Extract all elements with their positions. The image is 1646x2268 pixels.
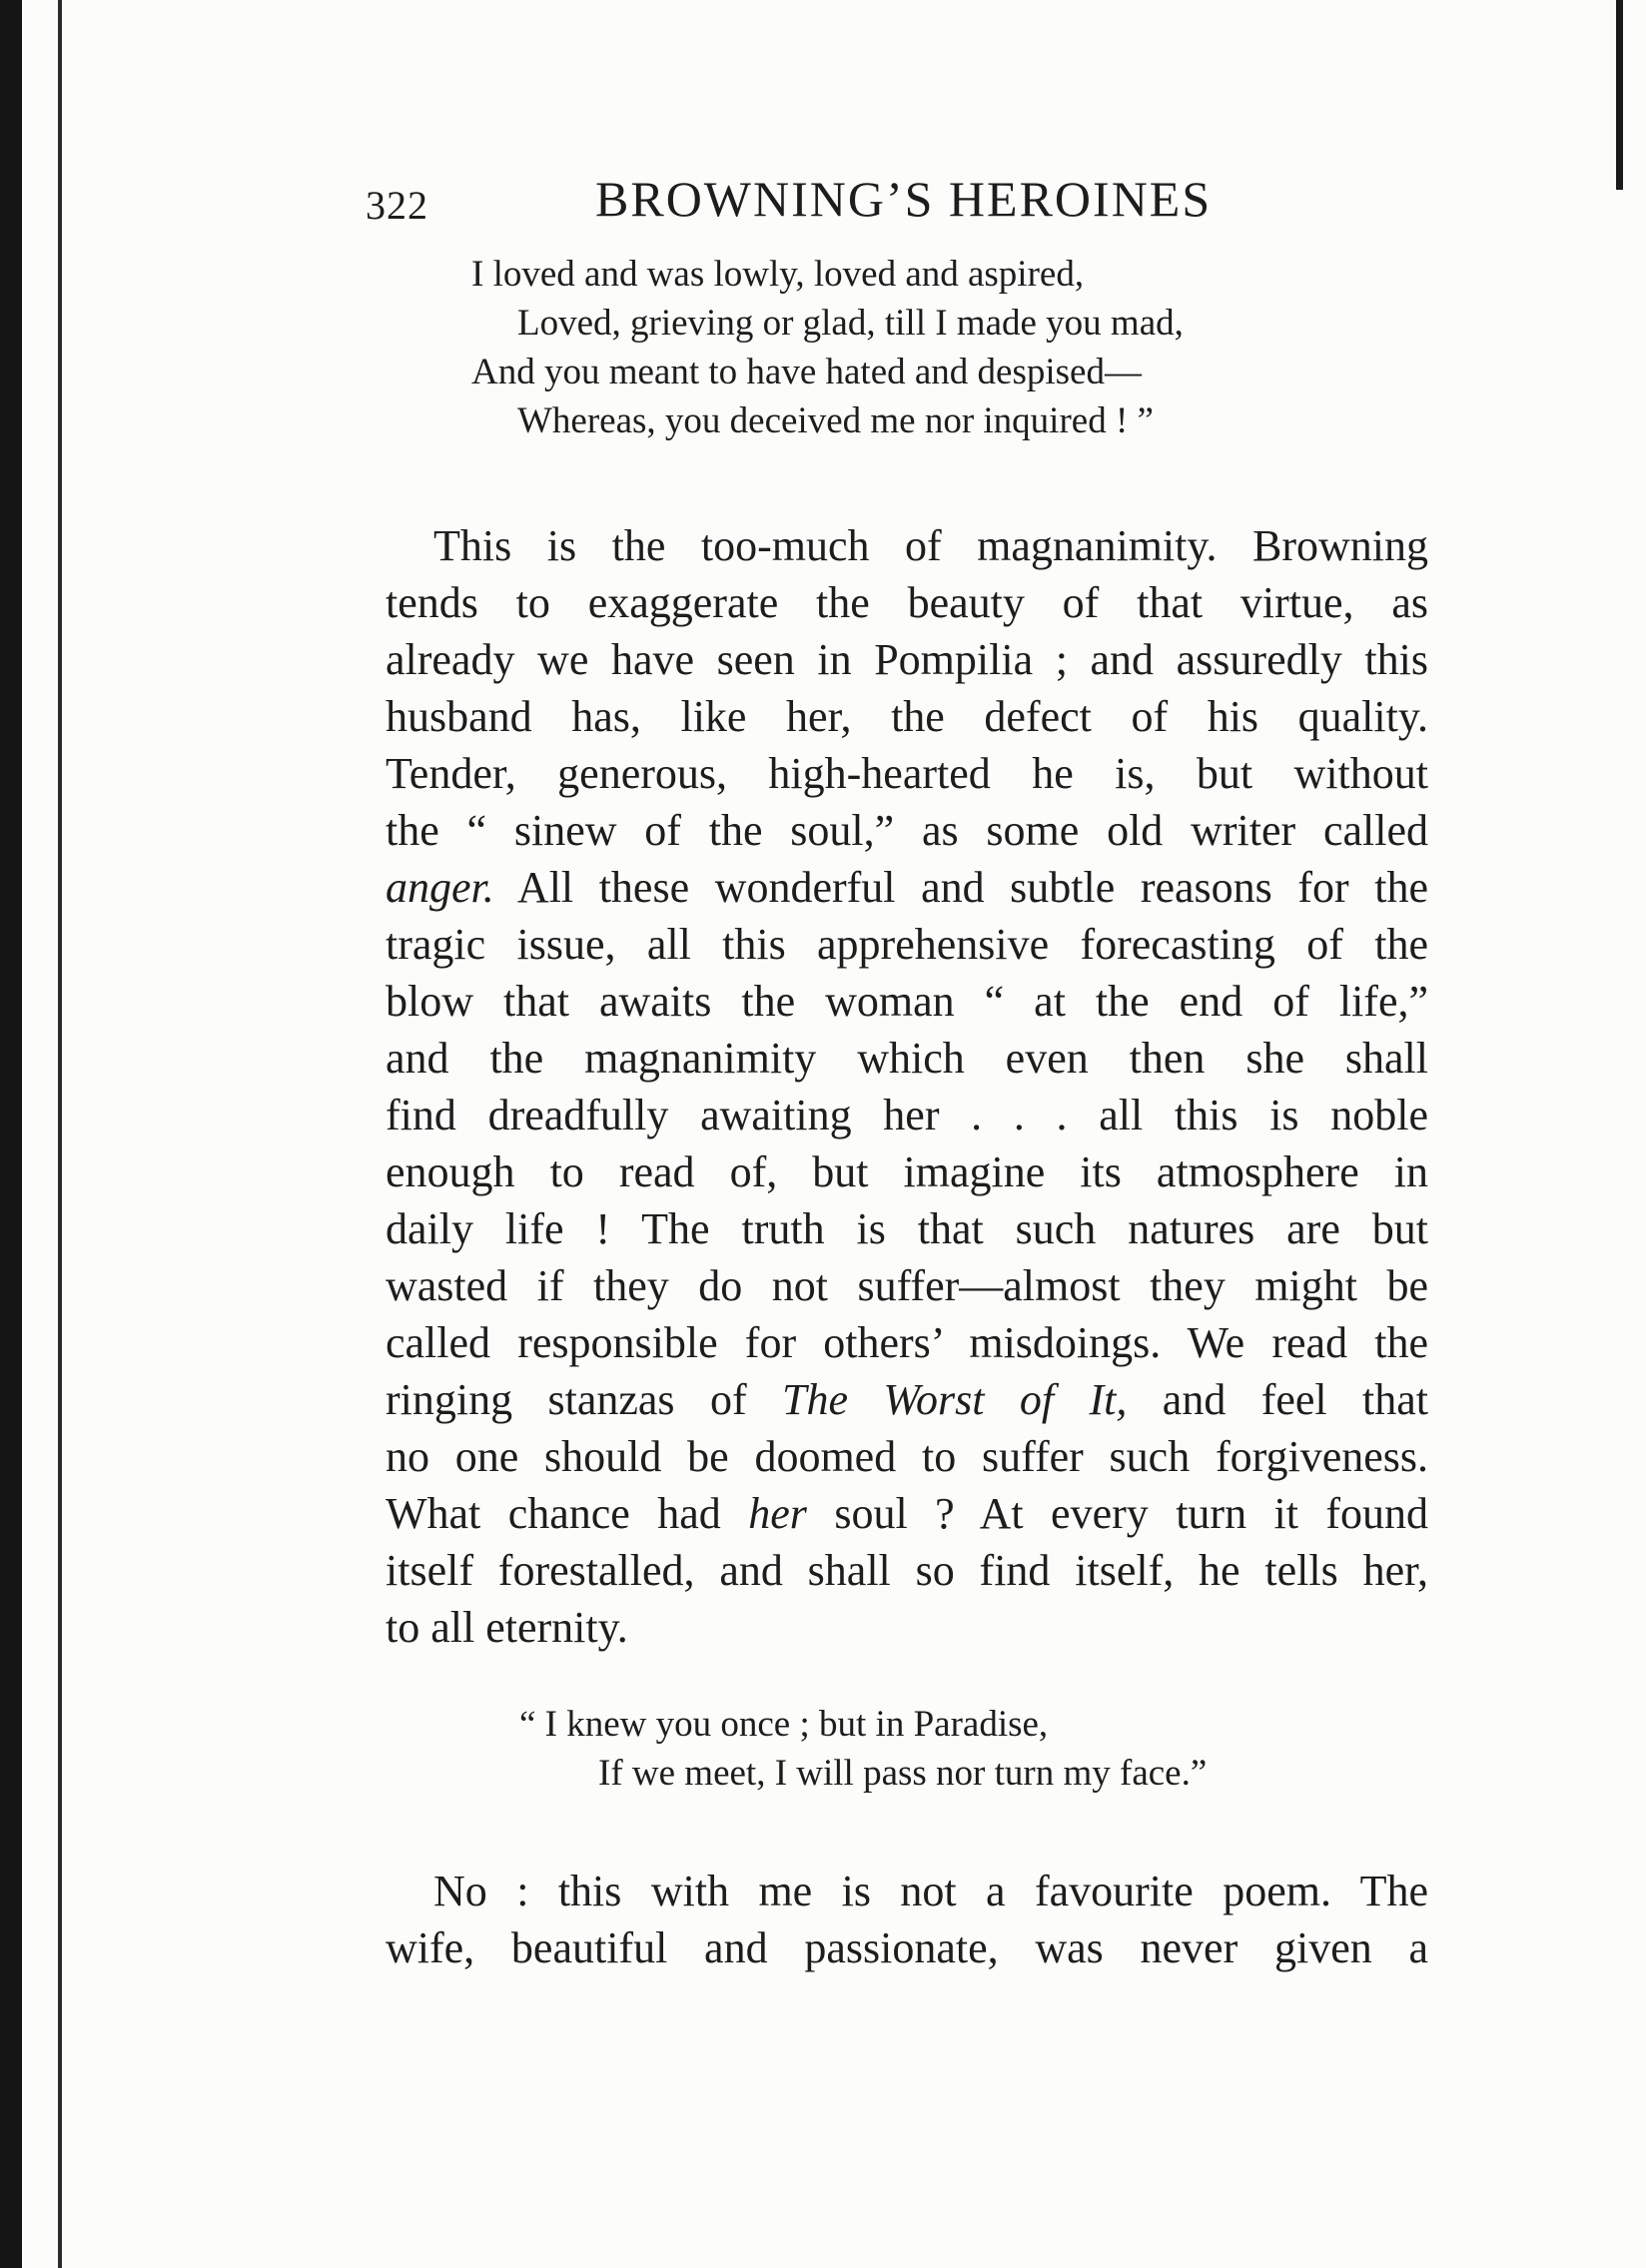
verse-line: “ I knew you once ; but in Paradise, xyxy=(519,1704,1049,1745)
verse-line: Whereas, you deceived me nor inquired ! ” xyxy=(517,400,1154,441)
text-line: daily life ! The truth is that such natures are but xyxy=(386,1204,1428,1253)
page-number: 322 xyxy=(366,183,428,228)
text-line: blow that awaits the woman “ at the end of life,” xyxy=(386,977,1428,1026)
verse-line: If we meet, I will pass nor turn my face.” xyxy=(598,1753,1208,1794)
text-line: and the magnanimity which even then she shall xyxy=(386,1034,1428,1083)
text-line: find dreadfully awaiting her . . . all this is noble xyxy=(386,1091,1428,1139)
verse-line: I loved and was lowly, loved and aspired, xyxy=(471,254,1085,295)
verse-line: And you meant to have hated and despised— xyxy=(471,352,1142,392)
text-line: tragic issue, all this apprehensive forecasting of the xyxy=(386,920,1428,969)
text-line: This is the too-much of magnanimity. Browning xyxy=(433,521,1428,570)
text-line xyxy=(386,859,1428,916)
text-segment: ringing stanzas of xyxy=(386,1375,747,1424)
text-line: No : this with me is not a favourite poem. The xyxy=(433,1867,1428,1915)
italic-word: anger. xyxy=(386,863,494,912)
text-line: Tender, generous, high-hearted he is, but without xyxy=(386,749,1428,798)
text-line: to all eternity. xyxy=(386,1603,628,1652)
scan-edge-line xyxy=(58,0,62,2268)
text-line: no one should be doomed to suffer such forgiveness. xyxy=(386,1432,1428,1481)
text-line: wasted if they do not suffer—almost they might be xyxy=(386,1261,1428,1310)
italic-word: her xyxy=(748,1489,807,1538)
text-line xyxy=(386,1485,1428,1542)
text-segment: All these wonderful and subtle reasons for the xyxy=(516,863,1428,912)
text-line: wife, beautiful and passionate, was never given a xyxy=(386,1923,1428,1972)
text-segment: and feel that xyxy=(1162,1375,1429,1424)
text-line: husband has, like her, the defect of his quality. xyxy=(386,692,1428,741)
scan-shadow-right xyxy=(1616,0,1623,190)
poem-title: The Worst of It, xyxy=(782,1375,1128,1424)
text-line: called responsible for others’ misdoings. We read the xyxy=(386,1318,1428,1367)
text-line xyxy=(386,1371,1428,1428)
text-line: the “ sinew of the soul,” as some old writer called xyxy=(386,806,1428,855)
running-head xyxy=(366,160,1264,240)
page-title: BROWNING’S HEROINES xyxy=(595,171,1213,227)
text-segment: What chance had xyxy=(386,1489,721,1538)
verse-quote-2 xyxy=(519,1700,1207,1798)
verse-quote-1 xyxy=(471,250,1184,445)
scan-shadow-left xyxy=(0,0,22,2268)
text-line: itself forestalled, and shall so find itself, he tells her, xyxy=(386,1546,1428,1595)
text-segment: soul ? At every turn it found xyxy=(834,1489,1429,1538)
body-paragraph-1 xyxy=(386,517,1428,1656)
verse-line: Loved, grieving or glad, till I made you mad, xyxy=(517,303,1184,344)
text-line: tends to exaggerate the beauty of that virtue, as xyxy=(386,578,1428,627)
body-paragraph-2 xyxy=(386,1863,1428,1976)
text-line: already we have seen in Pompilia ; and assuredly this xyxy=(386,635,1428,684)
text-line: enough to read of, but imagine its atmosphere in xyxy=(386,1147,1428,1196)
